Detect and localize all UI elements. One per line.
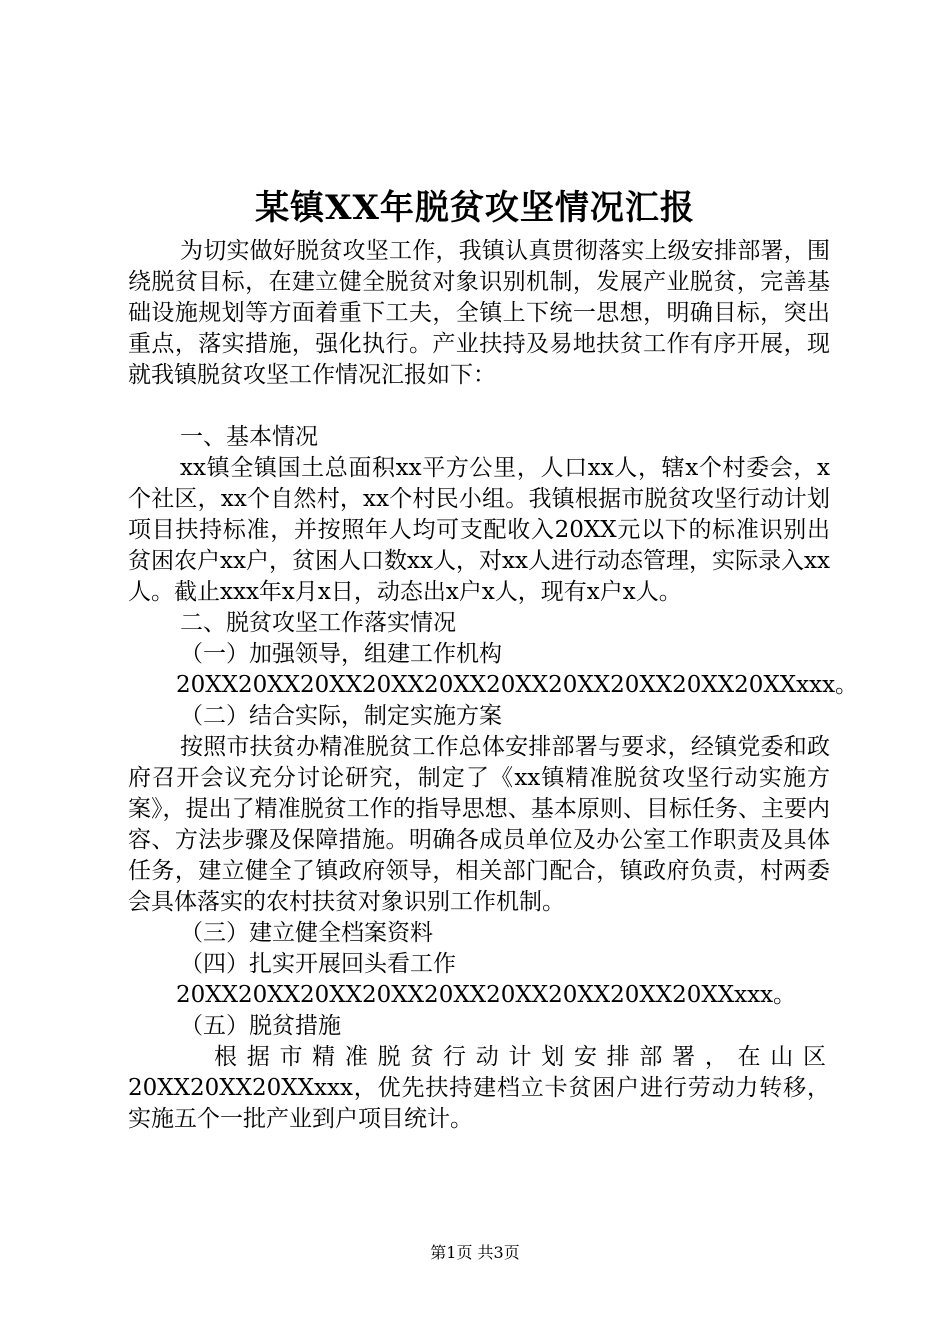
subsection-2-paragraph: 按照市扶贫办精准脱贫工作总体安排部署与要求，经镇党委和政府召开会议充分讨论研究，制定了《xx镇精准脱贫攻坚行动实施方案》，提出了精准脱贫工作的指导思想、基本原则、目标任务、主要内容、方法步骤及保障措施。明确各成员单位及办公室工作职责及具体任务，建立健全了镇政府领导，相关部门配合，镇政府负责，村两委会具体落实的农村扶贫对象识别工作机制。 (128, 734, 830, 915)
intro-paragraph: 为切实做好脱贫攻坚工作，我镇认真贯彻落实上级安排部署，围绕脱贫目标，在建立健全脱贫对象识别机制，发展产业脱贫，完善基础设施规划等方面着重下工夫，全镇上下统一思想，明确目标，突出重点，落实措施，强化执行。产业扶持及易地扶贫工作有序开展，现就我镇脱贫攻坚工作情况汇报如下： (128, 238, 830, 388)
subsection-heading-2: （二）结合实际，制定实施方案 (180, 703, 502, 729)
subsection-heading-1: （一）加强领导，组建工作机构 (180, 641, 502, 667)
paragraph-gap (128, 391, 830, 422)
section-basic-paragraph: xx镇全镇国土总面积xx平方公里，人口xx人，辖x个村委会，x个社区，xx个自然村，xx个村民小组。我镇根据市脱贫攻坚行动计划项目扶持标准，并按照年人均可支配收入20XX元以下的标准识别出贫困农户xx户，贫困人口数xx人，对xx人进行动态管理，实际录入xx人。截止xxx年x月x日，动态出x户x人，现有x户x人。 (128, 455, 830, 605)
section-heading-basic: 一、基本情况 (180, 424, 318, 450)
subsection-1-paragraph: 20XX20XX20XX20XX20XX20XX20XX20XX20XX20XXxxx。 (176, 672, 859, 698)
document-body (128, 236, 859, 1135)
page-number-footer: 第1页 共3页 (430, 1243, 520, 1262)
subsection-5-paragraph: 20XX20XX20XXxxx，优先扶持建档立卡贫困户进行劳动力转移，实施五个一批产业到户项目统计。 (128, 1075, 830, 1132)
section-heading-implementation: 二、脱贫攻坚工作落实情况 (180, 610, 456, 636)
subsection-heading-3: （三）建立健全档案资料 (180, 920, 433, 946)
subsection-heading-4: （四）扎实开展回头看工作 (180, 951, 456, 977)
subsection-heading-5: （五）脱贫措施 (180, 1013, 341, 1039)
subsection-5-first-line: 根据市精准脱贫行动计划安排部署，在山区 (214, 1044, 830, 1070)
document-title: 某镇XX年脱贫攻坚情况汇报 (255, 188, 695, 228)
subsection-4-paragraph: 20XX20XX20XX20XX20XX20XX20XX20XX20XXxxx。 (176, 982, 797, 1008)
